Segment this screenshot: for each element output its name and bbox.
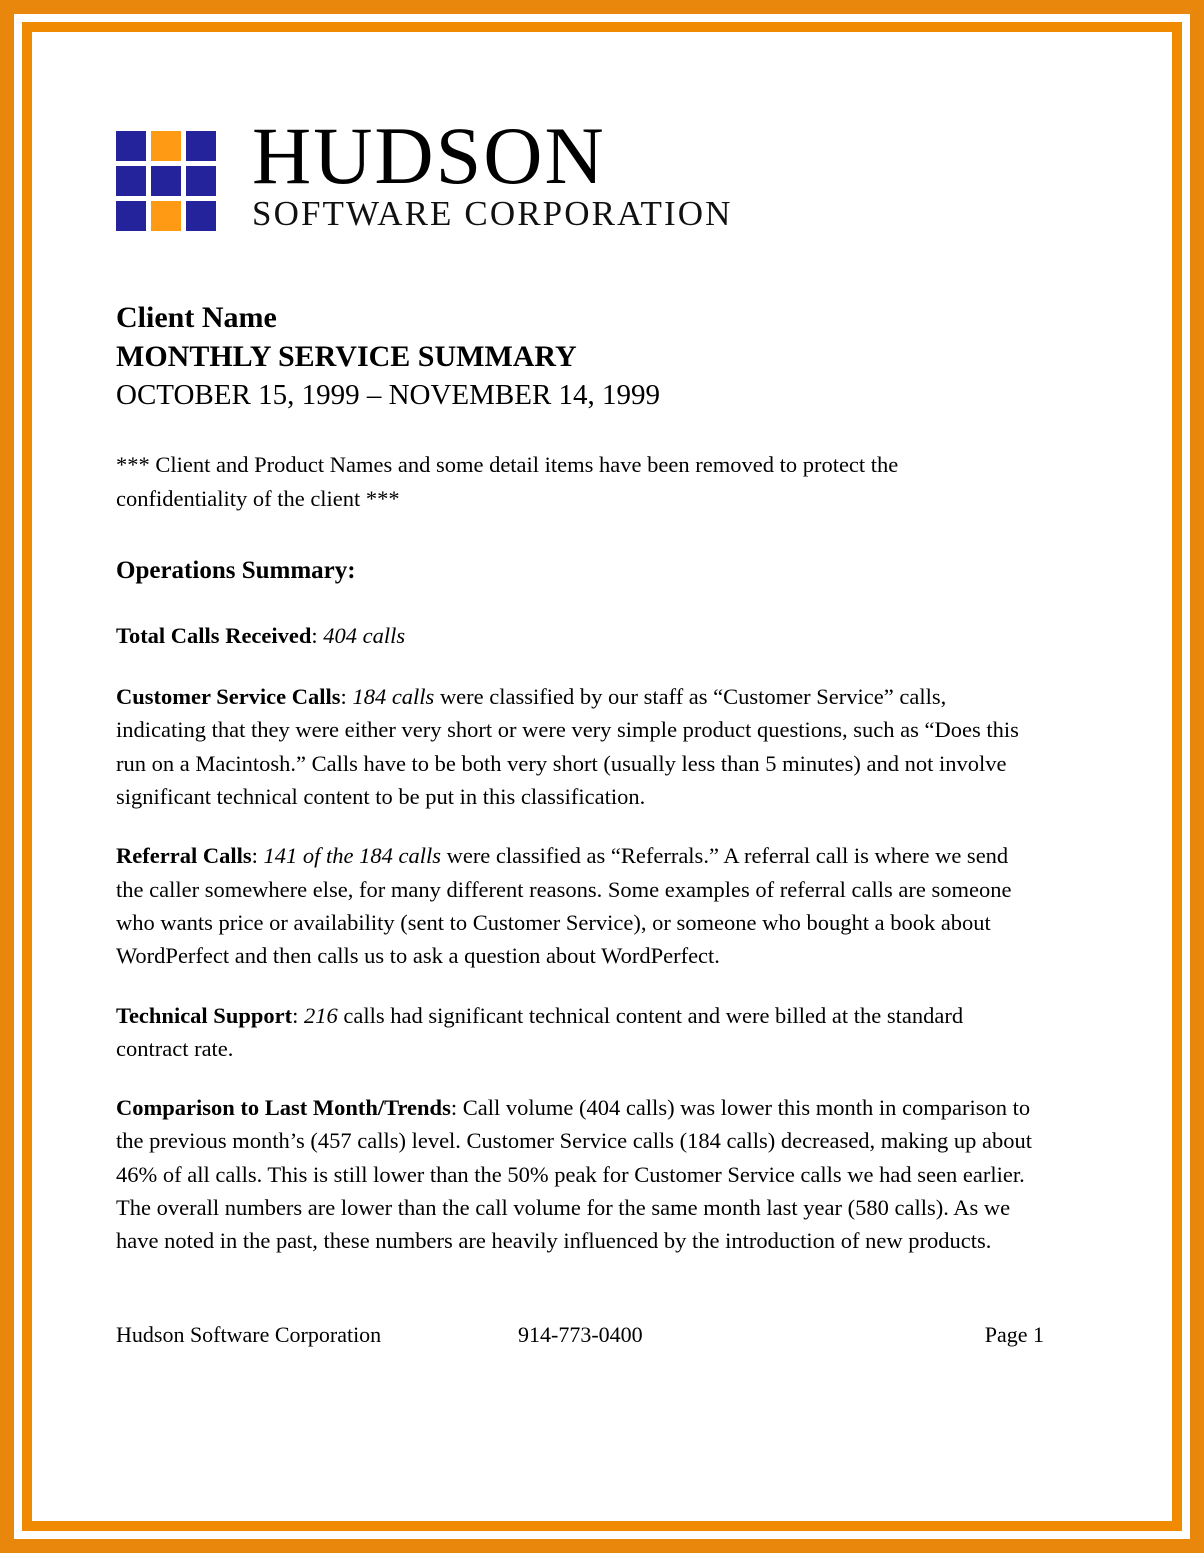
confidentiality-disclaimer: *** Client and Product Names and some detail items have been removed to protect the confidentiality of the client *** <box>116 452 899 511</box>
label-technical-support: Technical Support <box>116 1002 293 1028</box>
logo-square-r3c1 <box>116 201 146 231</box>
logo-wordmark-block <box>252 110 733 234</box>
sep-total-calls: : <box>311 622 324 648</box>
label-total-calls: Total Calls Received <box>116 622 312 648</box>
reporting-period: OCTOBER 15, 1999 – NOVEMBER 14, 1999 <box>116 379 661 411</box>
logo-square-r2c2 <box>151 166 181 196</box>
sep-customer-service: : <box>340 684 353 710</box>
paragraph-referral-calls <box>116 839 1040 972</box>
label-customer-service: Customer Service Calls <box>116 684 341 710</box>
figure-referral-calls: 141 of the 184 calls <box>263 843 441 869</box>
title-block <box>116 298 1040 414</box>
sep-referral-calls: : <box>251 843 264 869</box>
figure-customer-service: 184 calls <box>352 684 435 710</box>
client-name: Client Name <box>116 301 277 334</box>
paragraph-comparison-trends <box>116 1091 1040 1257</box>
text-comparison-trends: Call volume (404 calls) was lower this month in comparison to the previous month’s (457 calls) level. Customer Service calls (184 calls) decreased, making up about 46% of all calls. This is still lower than the 50% peak for Customer Service calls we had seen earlier. The overall numbers are lower than the call volume for the same month last year (580 calls). As we have noted in the past, these numbers are heavily influenced by the introduction of new products. <box>116 1095 1032 1254</box>
logo-wordmark: HUDSON <box>252 110 606 201</box>
paragraph-technical-support <box>116 999 1040 1066</box>
logo-square-r2c3 <box>186 166 216 196</box>
logo-square-r1c1 <box>116 131 146 161</box>
logo-square-r1c3 <box>186 131 216 161</box>
logo-square-r2c1 <box>116 166 146 196</box>
label-comparison-trends: Comparison to Last Month/Trends <box>116 1095 451 1121</box>
sep-comparison-trends: : <box>450 1095 463 1121</box>
sep-technical-support: : <box>292 1002 304 1028</box>
text-referral-calls: were classified as “Referrals.” A referral call is where we send the caller somewhere else, for many different reasons. Some examples of referral calls are someone who wants price or availability (sent to Customer Service), or someone who bought a book about WordPerfect and then calls us to ask a question about WordPerfect. <box>116 843 1012 969</box>
logo-tagline: SOFTWARE CORPORATION <box>252 194 733 234</box>
logo-square-r3c2 <box>151 201 181 231</box>
page-title: MONTHLY SERVICE SUMMARY <box>116 340 577 373</box>
logo-square-r1c2 <box>151 131 181 161</box>
text-technical-support: calls had significant technical content and were billed at the standard contract rate. <box>116 1002 964 1061</box>
figure-technical-support: 216 <box>303 1002 338 1028</box>
logo-square-grid-icon <box>116 131 216 231</box>
text-customer-service: were classified by our staff as “Customer Service” calls, indicating that they were either very short or were very simple product questions, such as “Does this run on a Macintosh.” Calls have to be both very short (usually less than 5 minutes) and not involve significant technical content to be put in this classification. <box>116 684 1019 810</box>
section-heading-operations-summary: Operations Summary: <box>116 556 356 584</box>
document-content <box>116 110 1040 1284</box>
figure-total-calls: 404 calls <box>323 622 406 648</box>
footer-company: Hudson Software Corporation <box>116 1322 382 1347</box>
footer-page-number: Page 1 <box>984 1322 1044 1347</box>
paragraph-customer-service <box>116 680 1040 813</box>
footer-phone: 914-773-0400 <box>518 1322 643 1347</box>
page-footer <box>116 1322 1044 1348</box>
paragraph-total-calls <box>116 619 1040 652</box>
label-referral-calls: Referral Calls <box>116 843 252 869</box>
logo-square-r3c3 <box>186 201 216 231</box>
company-logo <box>116 110 1040 236</box>
